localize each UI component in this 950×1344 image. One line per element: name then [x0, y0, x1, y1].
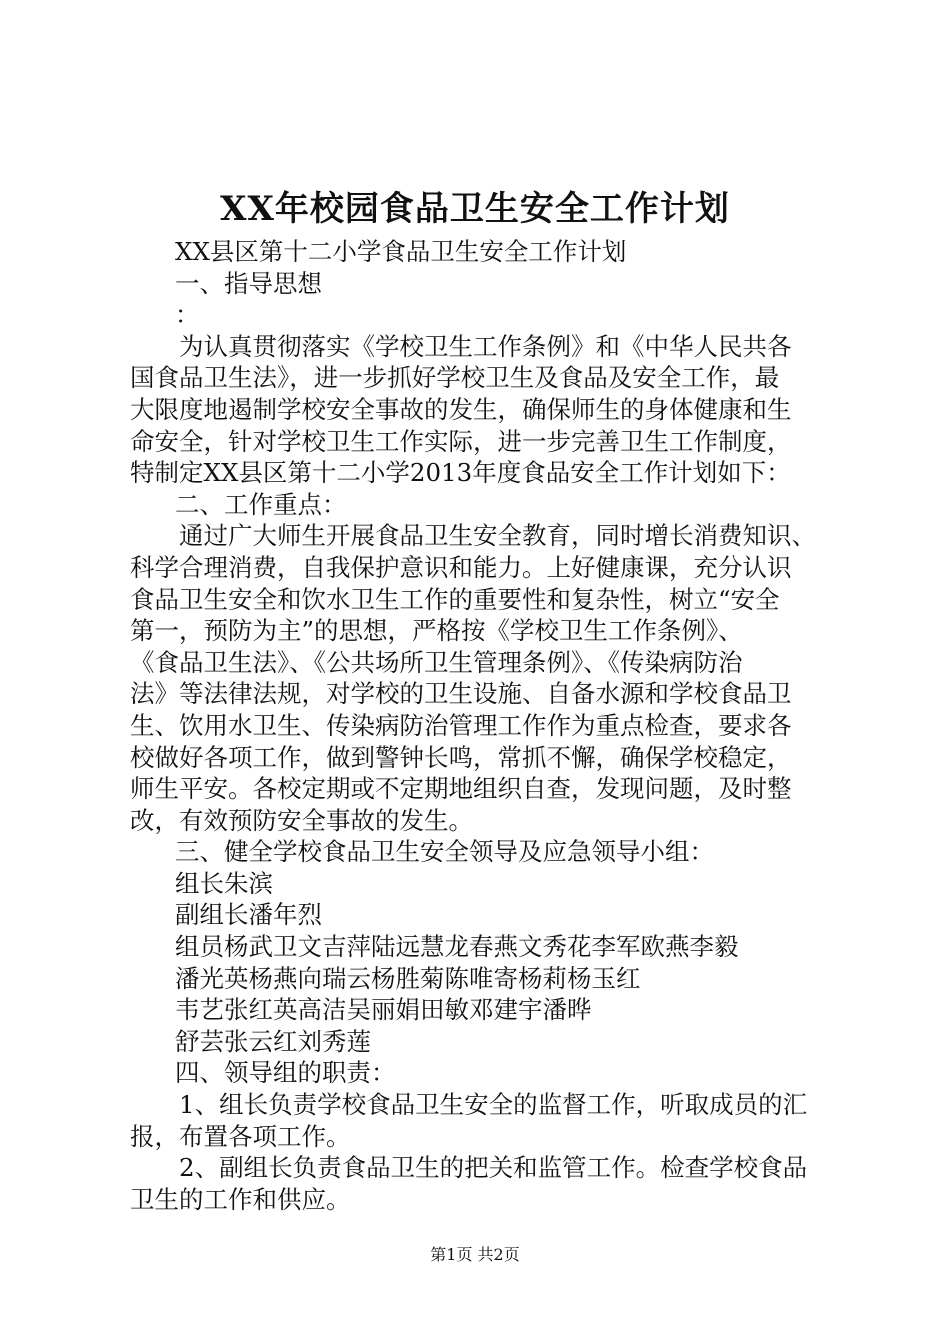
- paragraph-line: 《食品卫生法》、《公共场所卫生管理条例》、《传染病防治: [130, 647, 743, 677]
- member-line: 副组长潘年烈: [175, 900, 322, 930]
- paragraph-line: 法》等法律法规，对学校的卫生设施、自备水源和学校食品卫: [130, 679, 792, 709]
- member-line: 韦艺张红英高洁吴丽娟田敏邓建宇潘晔: [175, 995, 592, 1025]
- member-line: 潘光英杨燕向瑞云杨胜菊陈唯寄杨莉杨玉红: [175, 963, 641, 993]
- member-line: 组员杨武卫文吉萍陆远慧龙春燕文秀花李军欧燕李毅: [175, 932, 739, 962]
- subtitle-line: XX县区第十二小学食品卫生安全工作计划: [175, 237, 627, 266]
- paragraph-line: 通过广大师生开展食品卫生安全教育，同时增长消费知识、: [179, 521, 816, 551]
- paragraph-line: 校做好各项工作，做到警钟长鸣，常抓不懈，确保学校稳定，: [130, 742, 792, 772]
- paragraph-line: 国食品卫生法》，进一步抓好学校卫生及食品及安全工作，最: [130, 363, 780, 393]
- paragraph-line: 特制定XX县区第十二小学2013年度食品安全工作计划如下：: [130, 458, 791, 488]
- colon-line: ：: [175, 300, 200, 330]
- paragraph-line: 第一，预防为主”的思想，严格按《学校卫生工作条例》、: [130, 616, 743, 646]
- section-heading-1: 一、指导思想: [175, 268, 322, 298]
- paragraph-line: 食品卫生安全和饮水卫生工作的重要性和复杂性，树立“安全: [130, 584, 780, 614]
- document-body: [130, 236, 830, 1215]
- page-footer: 第1页 共2页: [430, 1245, 520, 1264]
- paragraph-line: 生、饮用水卫生、传染病防治管理工作作为重点检查，要求各: [130, 710, 792, 740]
- member-line: 舒芸张云红刘秀莲: [175, 1026, 371, 1056]
- paragraph-line: 为认真贯彻落实《学校卫生工作条例》和《中华人民共各: [179, 331, 792, 361]
- member-line: 组长朱滨: [175, 868, 273, 898]
- section-heading-4: 四、领导组的职责：: [175, 1058, 396, 1088]
- paragraph-line: 1、组长负责学校食品卫生安全的监督工作，听取成员的汇: [179, 1090, 808, 1120]
- section-heading-3: 三、健全学校食品卫生安全领导及应急领导小组：: [175, 837, 714, 867]
- paragraph-line: 卫生的工作和供应。: [130, 1184, 351, 1214]
- paragraph-line: 师生平安。各校定期或不定期地组织自查，发现问题，及时整: [130, 774, 792, 804]
- paragraph-line: 科学合理消费，自我保护意识和能力。上好健康课，充分认识: [130, 552, 792, 582]
- paragraph-line: 2、副组长负责食品卫生的把关和监管工作。检查学校食品: [179, 1153, 808, 1183]
- paragraph-line: 大限度地遏制学校安全事故的发生，确保师生的身体健康和生: [130, 394, 792, 424]
- paragraph-line: 命安全，针对学校卫生工作实际，进一步完善卫生工作制度，: [130, 426, 792, 456]
- section-heading-2: 二、工作重点：: [175, 489, 347, 519]
- document-title: XX年校园食品卫生安全工作计划: [220, 189, 730, 229]
- paragraph-line: 改，有效预防安全事故的发生。: [130, 805, 473, 835]
- paragraph-line: 报，布置各项工作。: [130, 1121, 351, 1151]
